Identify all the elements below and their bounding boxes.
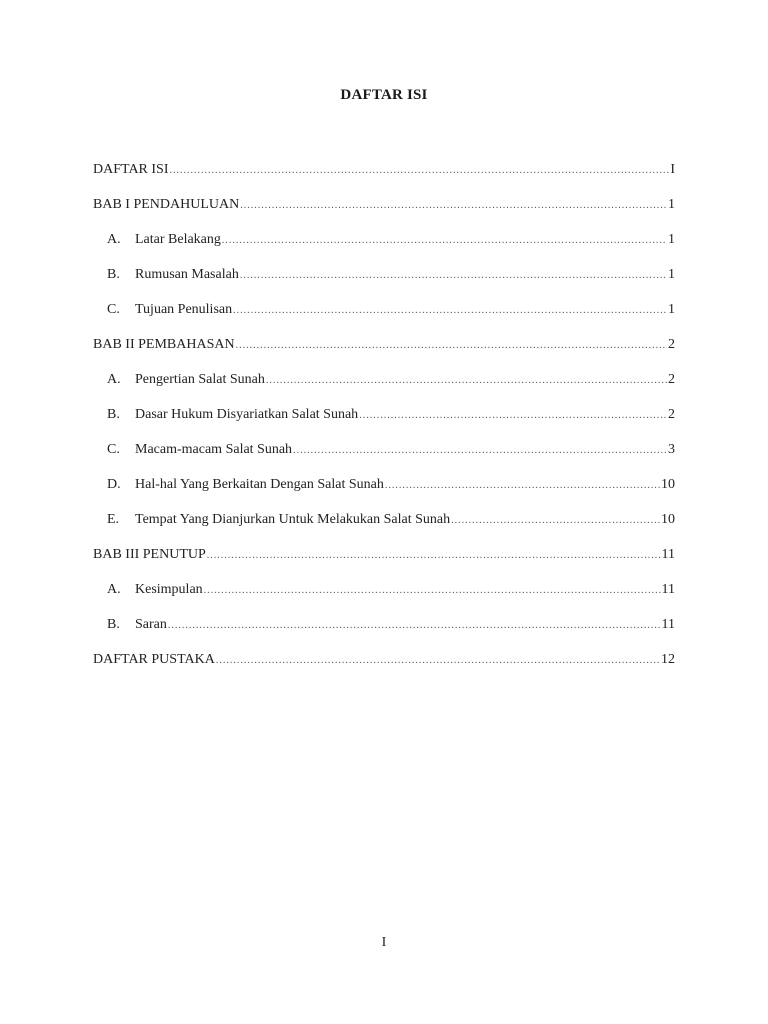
toc-entry-marker: B. bbox=[107, 407, 120, 422]
toc-entry-hal-hal[interactable] bbox=[93, 475, 675, 495]
toc-entry-marker: A. bbox=[107, 232, 121, 247]
toc-entry-marker: C. bbox=[107, 302, 120, 317]
toc-entry-tujuan-penulisan[interactable] bbox=[93, 300, 675, 320]
toc-entry-label: Hal-hal Yang Berkaitan Dengan Salat Sunah bbox=[135, 477, 384, 492]
toc-entry-label: Macam-macam Salat Sunah bbox=[135, 442, 293, 457]
dot-leader bbox=[204, 581, 661, 601]
toc-entry-label: Tujuan Penulisan bbox=[135, 302, 233, 317]
toc-entry-label: BAB II PEMBAHASAN bbox=[93, 337, 235, 352]
toc-entry-page: 10 bbox=[661, 477, 675, 492]
toc-entry-label: Rumusan Masalah bbox=[135, 267, 239, 282]
dot-leader bbox=[266, 371, 667, 391]
toc-entry-kesimpulan[interactable] bbox=[93, 580, 675, 600]
page-number: I bbox=[381, 935, 387, 950]
page-title: DAFTAR ISI bbox=[340, 87, 428, 103]
dot-leader bbox=[168, 616, 661, 636]
toc-entry-page: 11 bbox=[661, 547, 675, 562]
toc-entry-page: I bbox=[670, 162, 675, 177]
dot-leader bbox=[222, 231, 667, 251]
toc-entry-label: Dasar Hukum Disyariatkan Salat Sunah bbox=[135, 407, 359, 422]
dot-leader bbox=[240, 266, 667, 286]
toc-entry-page: 1 bbox=[668, 232, 675, 247]
toc-entry-marker: E. bbox=[107, 512, 120, 527]
toc-entry-label: BAB III PENUTUP bbox=[93, 547, 206, 562]
toc-entry-label: DAFTAR PUSTAKA bbox=[93, 652, 215, 667]
toc-entry-label: DAFTAR ISI bbox=[93, 162, 169, 177]
toc-entry-label: Tempat Yang Dianjurkan Untuk Melakukan Salat Sunah bbox=[135, 512, 451, 527]
dot-leader bbox=[207, 546, 661, 566]
toc-entry-marker: B. bbox=[107, 267, 120, 282]
toc-entry-dasar-hukum[interactable] bbox=[93, 405, 675, 425]
toc-entry-latar-belakang[interactable] bbox=[93, 230, 675, 250]
toc-entry-daftar-pustaka[interactable] bbox=[93, 650, 675, 670]
toc-entry-page: 1 bbox=[668, 267, 675, 282]
toc-entry-marker: D. bbox=[107, 477, 121, 492]
toc-entry-marker: A. bbox=[107, 372, 121, 387]
toc-entry-page: 11 bbox=[661, 617, 675, 632]
toc-entry-label: BAB I PENDAHULUAN bbox=[93, 197, 240, 212]
toc-entry-label: Pengertian Salat Sunah bbox=[135, 372, 265, 387]
toc-entry-page: 1 bbox=[668, 302, 675, 317]
toc-entry-label: Saran bbox=[135, 617, 167, 632]
toc-entry-saran[interactable] bbox=[93, 615, 675, 635]
toc-entry-bab-1[interactable] bbox=[93, 195, 675, 215]
dot-leader bbox=[216, 651, 660, 671]
toc-entry-page: 3 bbox=[668, 442, 675, 457]
dot-leader bbox=[236, 336, 667, 356]
toc-entry-page: 1 bbox=[668, 197, 675, 212]
toc-entry-page: 2 bbox=[668, 372, 675, 387]
toc-entry-page: 2 bbox=[668, 337, 675, 352]
toc-entry-bab-2[interactable] bbox=[93, 335, 675, 355]
dot-leader bbox=[451, 511, 660, 531]
toc-entry-page: 12 bbox=[661, 652, 675, 667]
dot-leader bbox=[385, 476, 660, 496]
toc-entry-page: 2 bbox=[668, 407, 675, 422]
dot-leader bbox=[240, 196, 667, 216]
toc-entry-page: 10 bbox=[661, 512, 675, 527]
dot-leader bbox=[170, 161, 670, 181]
dot-leader bbox=[233, 301, 667, 321]
toc-entry-page: 11 bbox=[661, 582, 675, 597]
toc-entry-marker: A. bbox=[107, 582, 121, 597]
dot-leader bbox=[359, 406, 667, 426]
toc-entry-rumusan-masalah[interactable] bbox=[93, 265, 675, 285]
toc-entry-daftar-isi[interactable] bbox=[93, 160, 675, 180]
dot-leader bbox=[293, 441, 667, 461]
toc-entry-tempat-dianjurkan[interactable] bbox=[93, 510, 675, 530]
toc-entry-pengertian-salat-sunah[interactable] bbox=[93, 370, 675, 390]
toc-entry-macam-macam[interactable] bbox=[93, 440, 675, 460]
toc-entry-marker: B. bbox=[107, 617, 120, 632]
toc-entry-bab-3[interactable] bbox=[93, 545, 675, 565]
toc-entry-marker: C. bbox=[107, 442, 120, 457]
toc-entry-label: Latar Belakang bbox=[135, 232, 221, 247]
toc-entry-label: Kesimpulan bbox=[135, 582, 203, 597]
